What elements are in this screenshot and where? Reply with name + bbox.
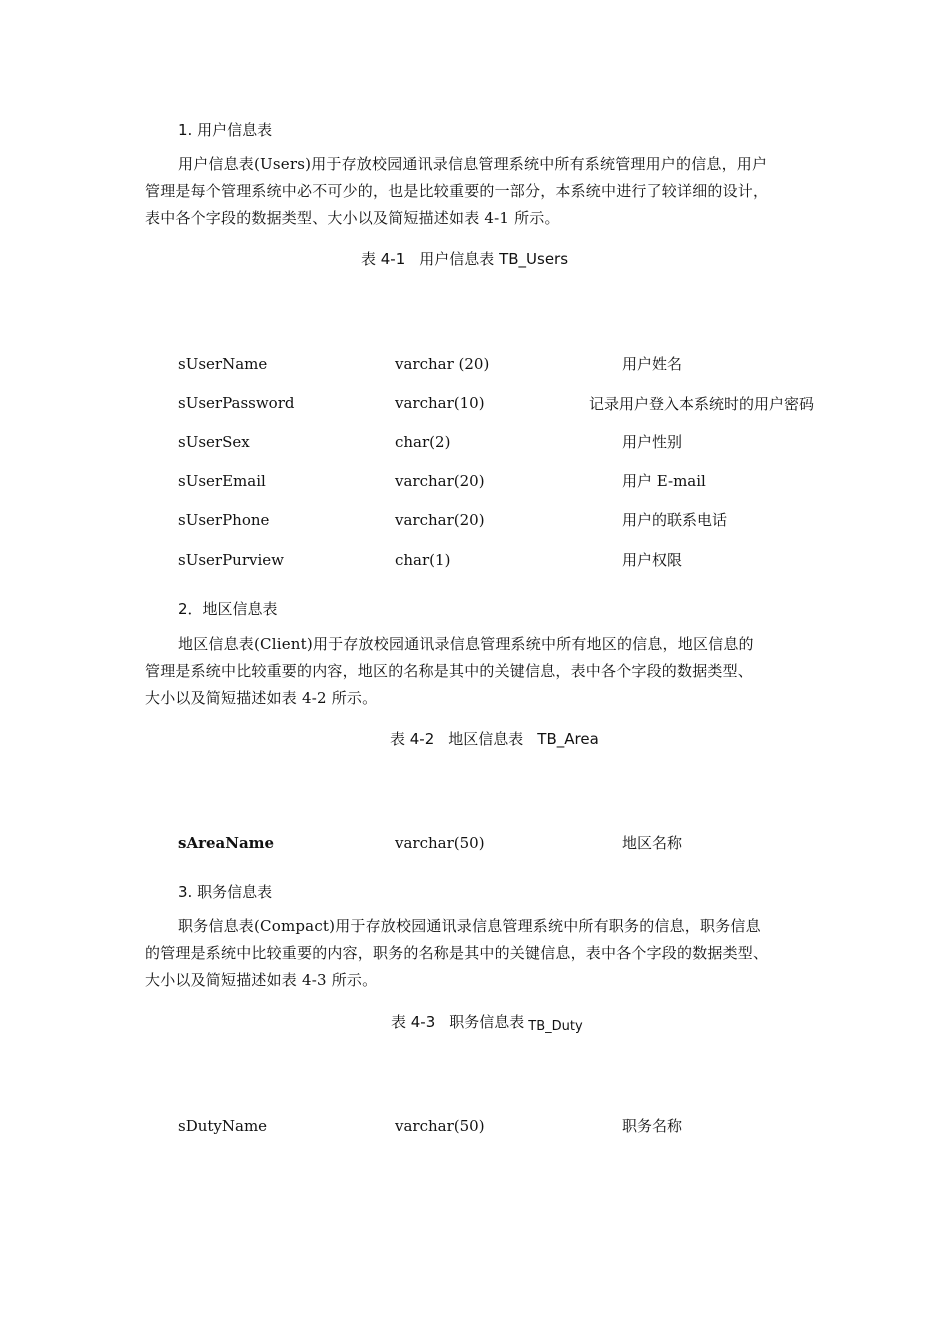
caption-table-name: TB_Duty — [528, 1019, 583, 1034]
field-type-cell: varchar(20) — [395, 472, 485, 490]
table-caption-area — [390, 728, 599, 749]
field-type-cell: varchar(10) — [395, 394, 485, 412]
field-name-cell: sUserName — [178, 355, 268, 373]
section-heading-duty: 3. 职务信息表 — [178, 883, 273, 901]
paragraph-area — [145, 631, 815, 712]
field-type-cell: varchar (20) — [395, 355, 490, 373]
field-type-cell: varchar(20) — [395, 511, 485, 529]
field-desc-cell: 用户性别 — [622, 433, 683, 451]
paragraph-line: 大小以及简短描述如表 4-2 所示。 — [145, 689, 378, 707]
field-desc-cell: 记录用户登入本系统时的用户密码 — [589, 395, 815, 413]
field-name-cell: sDutyName — [178, 1117, 268, 1135]
paragraph-line: 地区信息表(Client)用于存放校园通讯录信息管理系统中所有地区的信息，地区信息的 — [178, 635, 754, 653]
field-type-cell: varchar(50) — [395, 1117, 485, 1135]
field-desc-cell: 用户姓名 — [622, 355, 683, 373]
field-desc-cell: 用户权限 — [622, 551, 683, 569]
field-name-cell: sUserPhone — [178, 511, 270, 529]
table-caption-duty — [391, 1011, 583, 1032]
field-desc-cell: 职务名称 — [622, 1117, 683, 1135]
caption-title: 职务信息表 — [449, 1013, 525, 1031]
field-type-cell: char(2) — [395, 433, 451, 451]
paragraph-line: 表中各个字段的数据类型、大小以及简短描述如表 4-1 所示。 — [145, 209, 560, 227]
caption-number: 表 4-1 — [361, 250, 406, 268]
caption-table-name: TB_Area — [537, 730, 599, 748]
caption-title: 地区信息表 — [448, 730, 524, 748]
field-type-cell: char(1) — [395, 551, 451, 569]
paragraph-line: 大小以及简短描述如表 4-3 所示。 — [145, 971, 378, 989]
field-desc-cell: 用户的联系电话 — [622, 511, 728, 529]
caption-number: 表 4-3 — [391, 1013, 436, 1031]
section-heading-users: 1. 用户信息表 — [178, 121, 273, 139]
field-name-cell: sUserPassword — [178, 394, 295, 412]
paragraph-line: 管理是系统中比较重要的内容，地区的名称是其中的关键信息，表中各个字段的数据类型、 — [145, 662, 754, 680]
field-name-cell: sUserPurview — [178, 551, 284, 569]
paragraph-line: 用户信息表(Users)用于存放校园通讯录信息管理系统中所有系统管理用户的信息，用户 — [178, 155, 768, 173]
field-desc-cell: 地区名称 — [622, 834, 683, 852]
paragraph-users — [145, 151, 815, 232]
field-name-cell: sAreaName — [178, 834, 275, 852]
field-desc-cell: 用户 E-mail — [622, 472, 706, 490]
field-name-cell: sUserEmail — [178, 472, 266, 490]
paragraph-duty — [145, 913, 815, 994]
section-heading-area: 2．地区信息表 — [178, 600, 278, 618]
paragraph-line: 职务信息表(Compact)用于存放校园通讯录信息管理系统中所有职务的信息，职务信息 — [178, 917, 761, 935]
caption-table-name: TB_Users — [499, 250, 569, 268]
caption-number: 表 4-2 — [390, 730, 435, 748]
paragraph-line: 的管理是系统中比较重要的内容，职务的名称是其中的关键信息，表中各个字段的数据类型、 — [145, 944, 769, 962]
field-name-cell: sUserSex — [178, 433, 250, 451]
field-type-cell: varchar(50) — [395, 834, 485, 852]
caption-title: 用户信息表 — [419, 250, 495, 268]
paragraph-line: 管理是每个管理系统中必不可少的，也是比较重要的一部分，本系统中进行了较详细的设计， — [145, 182, 769, 200]
table-caption-users — [361, 248, 568, 269]
